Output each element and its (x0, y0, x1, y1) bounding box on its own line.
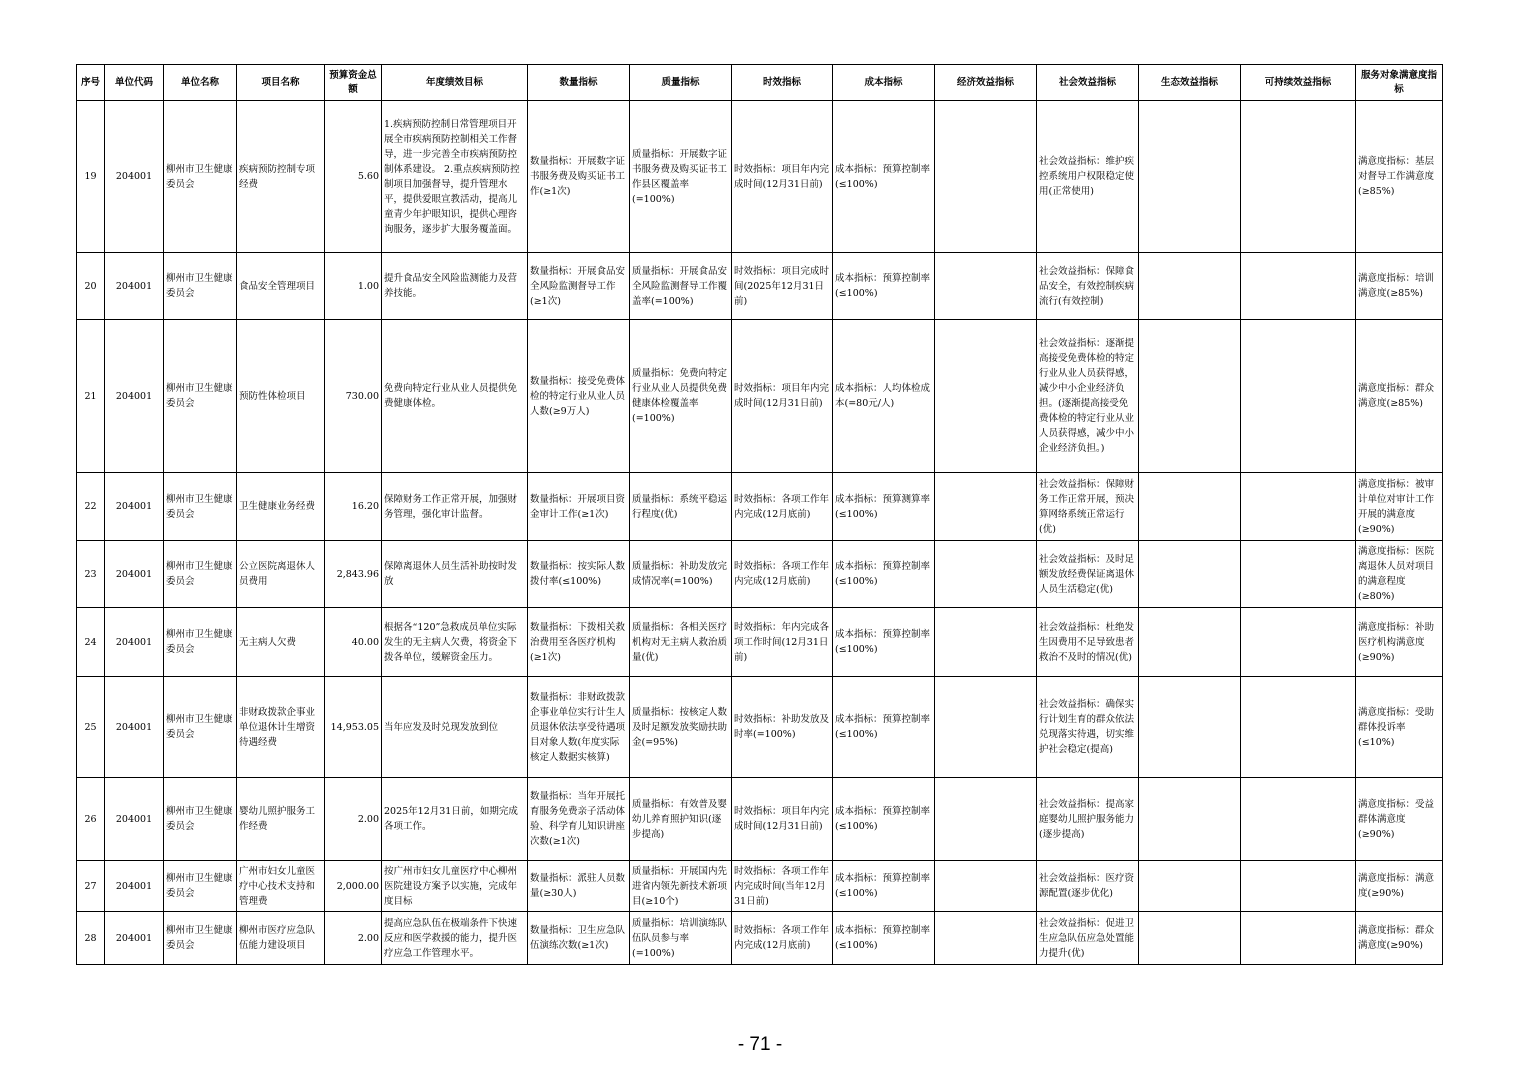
satisfaction-indicator: 满意度指标：受助群体投诉率(≤10%) (1356, 677, 1443, 778)
col-unit-name-header: 单位名称 (164, 65, 237, 101)
ecological-indicator (1139, 541, 1241, 608)
economic-indicator (935, 778, 1037, 861)
row-number: 24 (77, 608, 105, 677)
economic-indicator (935, 608, 1037, 677)
satisfaction-indicator: 满意度指标：补助医疗机构满意度(≥90%) (1356, 608, 1443, 677)
cost-indicator: 成本指标：预算控制率(≤100%) (833, 608, 935, 677)
project-name: 公立医院离退休人员费用 (237, 541, 325, 608)
social-indicator: 社会效益指标：杜绝发生因费用不足导致患者救治不及时的情况(优) (1037, 608, 1139, 677)
social-indicator: 社会效益指标：维护疾控系统用户权限稳定使用(正常使用) (1037, 101, 1139, 253)
quantity-indicator: 数量指标：非财政拨款企事业单位实行计生人员退休依法享受待遇项目对象人数(年度实际核定人数据实核算) (528, 677, 630, 778)
social-indicator: 社会效益指标：及时足额发放经费保证离退休人员生活稳定(优) (1037, 541, 1139, 608)
quality-indicator: 质量指标：开展国内先进省内领先新技术新项目(≥10个) (630, 861, 732, 912)
project-name: 婴幼儿照护服务工作经费 (237, 778, 325, 861)
col-social-header: 社会效益指标 (1037, 65, 1139, 101)
timeliness-indicator: 时效指标：项目年内完成时间(12月31日前) (732, 778, 833, 861)
col-budget-header: 预算资金总额 (325, 65, 382, 101)
cost-indicator: 成本指标：预算控制率(≤100%) (833, 101, 935, 253)
unit-code: 204001 (105, 101, 164, 253)
col-index-header: 序号 (77, 65, 105, 101)
col-economic-header: 经济效益指标 (935, 65, 1037, 101)
ecological-indicator (1139, 861, 1241, 912)
project-name: 非财政拨款企事业单位退休计生增资待遇经费 (237, 677, 325, 778)
unit-code: 204001 (105, 912, 164, 965)
timeliness-indicator: 时效指标：项目年内完成时间(12月31日前) (732, 320, 833, 473)
unit-code: 204001 (105, 608, 164, 677)
timeliness-indicator: 时效指标：项目完成时间(2025年12月31日前) (732, 253, 833, 320)
social-indicator: 社会效益指标：保障财务工作正常开展，预决算网络系统正常运行(优) (1037, 473, 1139, 541)
annual-goal: 保障离退休人员生活补助按时发放 (382, 541, 528, 608)
table-row (77, 861, 1443, 912)
unit-name: 柳州市卫生健康委员会 (164, 541, 237, 608)
col-satisfaction-header: 服务对象满意度指标 (1356, 65, 1443, 101)
header-row (77, 65, 1443, 101)
cost-indicator: 成本指标：预算控制率(≤100%) (833, 253, 935, 320)
sustainable-indicator (1241, 320, 1356, 473)
quantity-indicator: 数量指标：开展项目资金审计工作(≥1次) (528, 473, 630, 541)
unit-name: 柳州市卫生健康委员会 (164, 861, 237, 912)
annual-goal: 当年应发及时兑现发放到位 (382, 677, 528, 778)
ecological-indicator (1139, 912, 1241, 965)
unit-name: 柳州市卫生健康委员会 (164, 473, 237, 541)
cost-indicator: 成本指标：人均体检成本(=80元/人) (833, 320, 935, 473)
quality-indicator: 质量指标：按核定人数及时足额发放奖励扶助金(=95%) (630, 677, 732, 778)
satisfaction-indicator: 满意度指标：满意度(≥90%) (1356, 861, 1443, 912)
social-indicator: 社会效益指标：确保实行计划生育的群众依法兑现落实待遇，切实维护社会稳定(提高) (1037, 677, 1139, 778)
unit-name: 柳州市卫生健康委员会 (164, 778, 237, 861)
ecological-indicator (1139, 320, 1241, 473)
sustainable-indicator (1241, 677, 1356, 778)
annual-goal: 2025年12月31日前，如期完成各项工作。 (382, 778, 528, 861)
budget-amount: 2,843.96 (325, 541, 382, 608)
quantity-indicator: 数量指标：下拨相关救治费用至各医疗机构(≥1次) (528, 608, 630, 677)
col-project-name-header: 项目名称 (237, 65, 325, 101)
economic-indicator (935, 253, 1037, 320)
col-quantity-header: 数量指标 (528, 65, 630, 101)
annual-goal: 根据各“120”急救成员单位实际发生的无主病人欠费，将资金下拨各单位，缓解资金压力。 (382, 608, 528, 677)
unit-name: 柳州市卫生健康委员会 (164, 912, 237, 965)
table-row (77, 320, 1443, 473)
page-number: - 71 - (737, 1034, 783, 1055)
sustainable-indicator (1241, 912, 1356, 965)
unit-name: 柳州市卫生健康委员会 (164, 608, 237, 677)
satisfaction-indicator: 满意度指标：基层对督导工作满意度(≥85%) (1356, 101, 1443, 253)
project-name: 卫生健康业务经费 (237, 473, 325, 541)
sustainable-indicator (1241, 101, 1356, 253)
sustainable-indicator (1241, 778, 1356, 861)
economic-indicator (935, 677, 1037, 778)
quality-indicator: 质量指标：补助发放完成情况率(=100%) (630, 541, 732, 608)
annual-goal: 按广州市妇女儿童医疗中心柳州医院建设方案予以实施，完成年度目标 (382, 861, 528, 912)
budget-amount: 1.00 (325, 253, 382, 320)
unit-code: 204001 (105, 677, 164, 778)
ecological-indicator (1139, 778, 1241, 861)
row-number: 25 (77, 677, 105, 778)
col-cost-header: 成本指标 (833, 65, 935, 101)
quality-indicator: 质量指标：培训演练队伍队员参与率(=100%) (630, 912, 732, 965)
economic-indicator (935, 101, 1037, 253)
sustainable-indicator (1241, 861, 1356, 912)
annual-goal: 1.疾病预防控制日常管理项目开展全市疾病预防控制相关工作督导，进一步完善全市疾病预防控制体系建设。 2.重点疾病预防控制项目加强督导，提升管理水平，提供爱眼宣教活动，提高儿童青少年护眼知识，提供心理咨询服务，逐步扩大服务覆盖面。 (382, 101, 528, 253)
unit-name: 柳州市卫生健康委员会 (164, 320, 237, 473)
unit-code: 204001 (105, 541, 164, 608)
project-name: 预防性体检项目 (237, 320, 325, 473)
row-number: 27 (77, 861, 105, 912)
timeliness-indicator: 时效指标：年内完成各项工作时间(12月31日前) (732, 608, 833, 677)
quantity-indicator: 数量指标：开展食品安全风险监测督导工作(≥1次) (528, 253, 630, 320)
unit-code: 204001 (105, 778, 164, 861)
table-row (77, 608, 1443, 677)
cost-indicator: 成本指标：预算控制率(≤100%) (833, 912, 935, 965)
sustainable-indicator (1241, 473, 1356, 541)
quantity-indicator: 数量指标：开展数字证书服务费及购买证书工作(≥1次) (528, 101, 630, 253)
sustainable-indicator (1241, 253, 1356, 320)
quality-indicator: 质量指标：免费向特定行业从业人员提供免费健康体检覆盖率(=100%) (630, 320, 732, 473)
table-row (77, 101, 1443, 253)
satisfaction-indicator: 满意度指标：被审计单位对审计工作开展的满意度(≥90%) (1356, 473, 1443, 541)
quantity-indicator: 数量指标：接受免费体检的特定行业从业人员人数(≥9万人) (528, 320, 630, 473)
quantity-indicator: 数量指标：按实际人数拨付率(≤100%) (528, 541, 630, 608)
economic-indicator (935, 320, 1037, 473)
cost-indicator: 成本指标：预算控制率(≤100%) (833, 861, 935, 912)
project-name: 广州市妇女儿童医疗中心技术支持和管理费 (237, 861, 325, 912)
row-number: 23 (77, 541, 105, 608)
ecological-indicator (1139, 608, 1241, 677)
quality-indicator: 质量指标：开展食品安全风险监测督导工作覆盖率(=100%) (630, 253, 732, 320)
col-unit-code-header: 单位代码 (105, 65, 164, 101)
social-indicator: 社会效益指标：医疗资源配置(逐步优化) (1037, 861, 1139, 912)
sustainable-indicator (1241, 608, 1356, 677)
satisfaction-indicator: 满意度指标：群众满意度(≥85%) (1356, 320, 1443, 473)
col-annual-goal-header: 年度绩效目标 (382, 65, 528, 101)
table-row (77, 912, 1443, 965)
quantity-indicator: 数量指标：派驻人员数量(≥30人) (528, 861, 630, 912)
economic-indicator (935, 912, 1037, 965)
budget-amount: 2.00 (325, 778, 382, 861)
satisfaction-indicator: 满意度指标：培训满意度(≥85%) (1356, 253, 1443, 320)
annual-goal: 提高应急队伍在极端条件下快速反应和医学救援的能力，提升医疗应急工作管理水平。 (382, 912, 528, 965)
unit-code: 204001 (105, 253, 164, 320)
timeliness-indicator: 时效指标：各项工作年内完成时间(当年12月31日前) (732, 861, 833, 912)
timeliness-indicator: 时效指标：各项工作年内完成(12月底前) (732, 912, 833, 965)
unit-name: 柳州市卫生健康委员会 (164, 101, 237, 253)
quality-indicator: 质量指标：系统平稳运行程度(优) (630, 473, 732, 541)
sustainable-indicator (1241, 541, 1356, 608)
timeliness-indicator: 时效指标：项目年内完成时间(12月31日前) (732, 101, 833, 253)
table-body (77, 101, 1443, 965)
project-name: 无主病人欠费 (237, 608, 325, 677)
table-row (77, 778, 1443, 861)
ecological-indicator (1139, 677, 1241, 778)
timeliness-indicator: 时效指标：各项工作年内完成(12月底前) (732, 541, 833, 608)
cost-indicator: 成本指标：预算控制率(≤100%) (833, 541, 935, 608)
unit-code: 204001 (105, 320, 164, 473)
col-sustainable-header: 可持续效益指标 (1241, 65, 1356, 101)
economic-indicator (935, 473, 1037, 541)
unit-name: 柳州市卫生健康委员会 (164, 677, 237, 778)
economic-indicator (935, 861, 1037, 912)
row-number: 26 (77, 778, 105, 861)
budget-amount: 2,000.00 (325, 861, 382, 912)
row-number: 21 (77, 320, 105, 473)
budget-amount: 40.00 (325, 608, 382, 677)
cost-indicator: 成本指标：预算控制率(≤100%) (833, 778, 935, 861)
cost-indicator: 成本指标：预算测算率(≤100%) (833, 473, 935, 541)
unit-code: 204001 (105, 861, 164, 912)
row-number: 28 (77, 912, 105, 965)
timeliness-indicator: 时效指标：各项工作年内完成(12月底前) (732, 473, 833, 541)
ecological-indicator (1139, 101, 1241, 253)
social-indicator: 社会效益指标：提高家庭婴幼儿照护服务能力(逐步提高) (1037, 778, 1139, 861)
budget-amount: 2.00 (325, 912, 382, 965)
timeliness-indicator: 时效指标：补助发放及时率(=100%) (732, 677, 833, 778)
annual-goal: 保障财务工作正常开展，加强财务管理，强化审计监督。 (382, 473, 528, 541)
col-ecological-header: 生态效益指标 (1139, 65, 1241, 101)
budget-amount: 730.00 (325, 320, 382, 473)
satisfaction-indicator: 满意度指标：医院离退休人员对项目的满意程度(≥80%) (1356, 541, 1443, 608)
social-indicator: 社会效益指标：逐渐提高接受免费体检的特定行业从业人员获得感，减少中小企业经济负担。(逐渐提高接受免费体检的特定行业从业人员获得感，减少中小企业经济负担。) (1037, 320, 1139, 473)
economic-indicator (935, 541, 1037, 608)
annual-goal: 免费向特定行业从业人员提供免费健康体检。 (382, 320, 528, 473)
budget-amount: 14,953.05 (325, 677, 382, 778)
unit-name: 柳州市卫生健康委员会 (164, 253, 237, 320)
col-quality-header: 质量指标 (630, 65, 732, 101)
performance-table (76, 64, 1443, 965)
quantity-indicator: 数量指标：卫生应急队伍演练次数(≥1次) (528, 912, 630, 965)
satisfaction-indicator: 满意度指标：受益群体满意度(≥90%) (1356, 778, 1443, 861)
project-name: 柳州市医疗应急队伍能力建设项目 (237, 912, 325, 965)
ecological-indicator (1139, 253, 1241, 320)
quality-indicator: 质量指标：开展数字证书服务费及购买证书工作县区覆盖率(=100%) (630, 101, 732, 253)
row-number: 19 (77, 101, 105, 253)
table-row (77, 253, 1443, 320)
cost-indicator: 成本指标：预算控制率(≤100%) (833, 677, 935, 778)
quality-indicator: 质量指标：各相关医疗机构对无主病人救治质量(优) (630, 608, 732, 677)
quantity-indicator: 数量指标：当年开展托育服务免费亲子活动体验、科学育儿知识讲座次数(≥1次) (528, 778, 630, 861)
col-timeliness-header: 时效指标 (732, 65, 833, 101)
annual-goal: 提升食品安全风险监测能力及营养技能。 (382, 253, 528, 320)
project-name: 食品安全管理项目 (237, 253, 325, 320)
project-name: 疾病预防控制专项经费 (237, 101, 325, 253)
budget-amount: 5.60 (325, 101, 382, 253)
table-row (77, 473, 1443, 541)
unit-code: 204001 (105, 473, 164, 541)
ecological-indicator (1139, 473, 1241, 541)
satisfaction-indicator: 满意度指标：群众满意度(≥90%) (1356, 912, 1443, 965)
budget-amount: 16.20 (325, 473, 382, 541)
table-row (77, 541, 1443, 608)
social-indicator: 社会效益指标：保障食品安全，有效控制疾病流行(有效控制) (1037, 253, 1139, 320)
row-number: 22 (77, 473, 105, 541)
quality-indicator: 质量指标：有效普及婴幼儿养育照护知识(逐步提高) (630, 778, 732, 861)
table-row (77, 677, 1443, 778)
social-indicator: 社会效益指标：促进卫生应急队伍应急处置能力提升(优) (1037, 912, 1139, 965)
row-number: 20 (77, 253, 105, 320)
